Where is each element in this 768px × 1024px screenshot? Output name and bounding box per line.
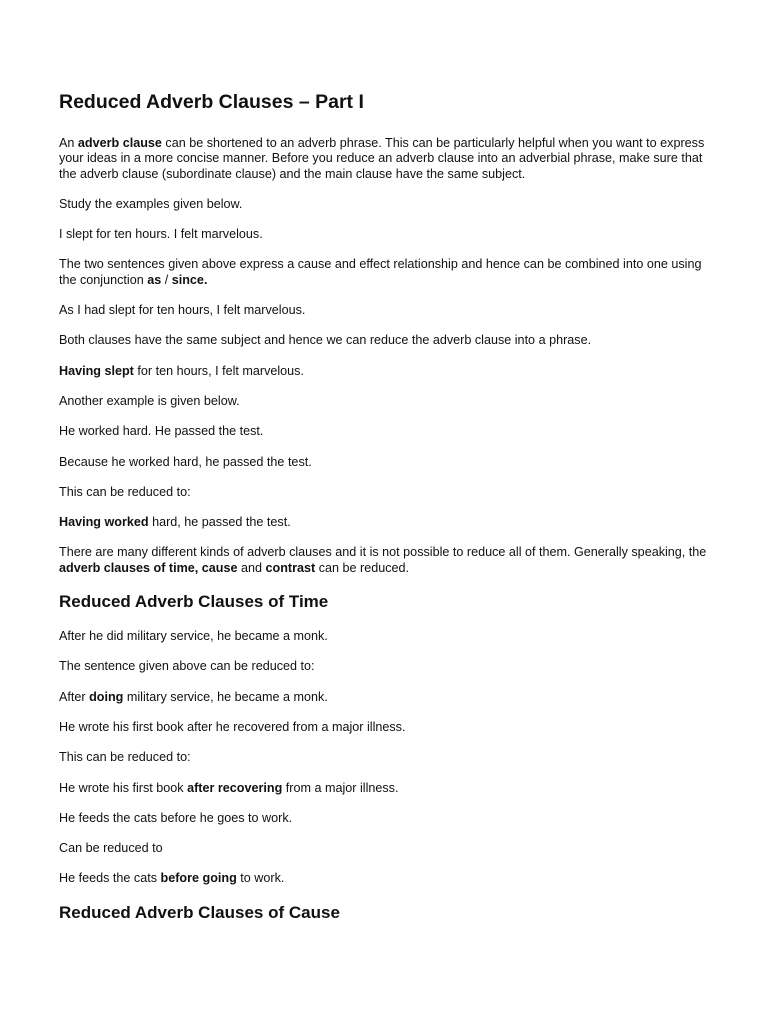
text-run: and <box>237 560 266 575</box>
example-sentence <box>59 871 709 886</box>
example-sentence <box>59 364 709 379</box>
document-body <box>59 90 709 940</box>
explanation-paragraph: Both clauses have the same subject and hence we can reduce the adverb clause into a phrase. <box>59 333 592 348</box>
bold-term: Having slept <box>59 363 134 378</box>
text-run: An <box>59 136 78 150</box>
study-line: Study the examples given below. <box>59 196 243 211</box>
text-run: hard, he passed the test. <box>148 515 291 530</box>
explanation-paragraph <box>59 545 709 576</box>
section-heading-cause: Reduced Adverb Clauses of Cause <box>59 902 340 922</box>
text-run: from a major illness. <box>282 780 399 795</box>
example-sentence: After he did military service, he became a monk. <box>59 629 328 644</box>
text-run: / <box>161 272 172 287</box>
text-run: for ten hours, I felt marvelous. <box>133 363 304 378</box>
example-sentence: He worked hard. He passed the test. <box>59 424 264 439</box>
text-run: There are many different kinds of adverb clauses and it is not possible to reduce all of them. Generally speaking, the <box>59 545 707 560</box>
explanation-paragraph: Can be reduced to <box>59 841 163 856</box>
bold-term: since. <box>171 272 208 287</box>
bold-term: contrast <box>265 560 316 575</box>
explanation-paragraph: This can be reduced to: <box>59 750 191 765</box>
explanation-paragraph: Another example is given below. <box>59 393 240 408</box>
text-run: to work. <box>236 871 285 886</box>
example-sentence: He feeds the cats before he goes to work. <box>59 810 293 825</box>
text-run: He wrote his first book <box>59 780 188 795</box>
bold-term: as <box>147 272 162 287</box>
text-run: He feeds the cats <box>59 871 161 886</box>
text-run: military service, he became a monk. <box>123 689 328 704</box>
example-sentence: He wrote his first book after he recovered from a major illness. <box>59 719 406 734</box>
bold-term: doing <box>89 689 124 704</box>
explanation-paragraph: The sentence given above can be reduced to: <box>59 659 315 674</box>
bold-term: adverb clause <box>77 136 162 150</box>
example-sentence <box>59 781 709 796</box>
explanation-paragraph: This can be reduced to: <box>59 484 191 499</box>
bold-term: after recovering <box>187 780 283 795</box>
bold-term: before going <box>160 871 237 886</box>
example-sentence: As I had slept for ten hours, I felt marvelous. <box>59 303 306 318</box>
text-run: After <box>59 689 90 704</box>
example-sentence <box>59 690 709 705</box>
example-sentence: I slept for ten hours. I felt marvelous. <box>59 227 263 242</box>
bold-term: Having worked <box>59 515 149 530</box>
example-sentence: Because he worked hard, he passed the test. <box>59 454 312 469</box>
bold-term: adverb clauses of time, cause <box>59 560 238 575</box>
text-run: The two sentences given above express a cause and effect relationship and hence can be combined into one using the conjunction <box>59 257 702 287</box>
explanation-paragraph <box>59 257 709 288</box>
example-sentence <box>59 515 709 530</box>
intro-paragraph <box>59 136 709 182</box>
text-run: can be shortened to an adverb phrase. This can be particularly helpful when you want to express your ideas in a more concise manner. Before you reduce an adverb clause into an adverbial phrase, make sure that the adverb clause (subordinate clause) and the main clause have the same subject. <box>59 136 705 181</box>
section-heading-time: Reduced Adverb Clauses of Time <box>59 592 329 612</box>
page-title: Reduced Adverb Clauses – Part I <box>59 91 364 113</box>
text-run: can be reduced. <box>315 560 410 575</box>
